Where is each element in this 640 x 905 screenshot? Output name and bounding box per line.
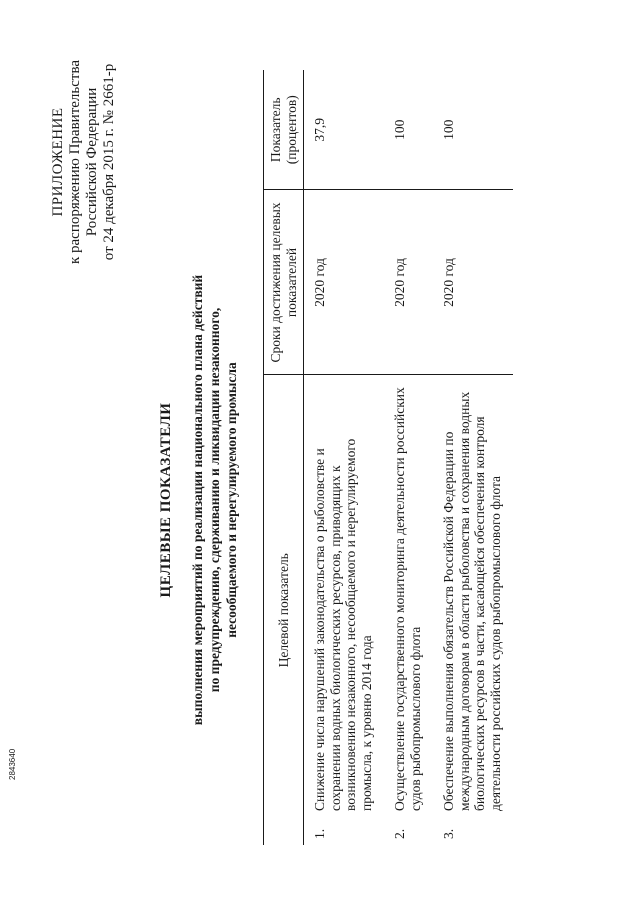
header-value: Показатель (процентов): [264, 70, 304, 190]
row-deadline: 2020 год: [384, 190, 433, 375]
document-page: [40, 40, 600, 860]
appendix-line-2: Российской Федерации: [84, 87, 100, 237]
indicators-table: [263, 70, 513, 845]
row-number: 2.: [392, 828, 407, 839]
header-indicator: Целевой показатель: [264, 375, 304, 845]
subtitle-line-2: по предупреждению, сдерживанию и ликвидации незаконного,: [207, 307, 222, 693]
table-row: [384, 70, 433, 845]
document-id: 2843640: [8, 748, 17, 780]
row-number: 3.: [441, 828, 456, 839]
appendix-title: ПРИЛОЖЕНИЕ: [50, 107, 66, 217]
row-indicator: Осуществление государственного мониторинга деятельности российских судов рыбопромыслового флота: [392, 387, 423, 811]
table-row: [304, 70, 385, 845]
header-deadline: Сроки достижения целевых показателей: [264, 190, 304, 375]
row-value: 100: [384, 70, 433, 190]
appendix-block: [50, 60, 118, 264]
row-indicator: Снижение числа нарушений законодательства о рыболовстве и сохранении водных биологических ресурсов, приводящих к возникновению незаконного, несообщаемого и нерегулируемого промысла, к уровню 2014 года: [312, 438, 374, 811]
row-deadline: 2020 год: [304, 190, 385, 375]
appendix-line-3: от 24 декабря 2015 г. № 2661-р: [101, 63, 117, 261]
row-indicator: Обеспечение выполнения обязательств Российской Федерации по международным договорам в области рыболовства и сохранения водных биологических ресурсов в части, касающейся обеспечения контроля деятельности российских судов рыбопромыслового флота: [441, 391, 503, 811]
page-title: ЦЕЛЕВЫЕ ПОКАЗАТЕЛИ: [158, 402, 174, 598]
table-header-row: [264, 70, 304, 845]
row-value: 37,9: [304, 70, 385, 190]
row-deadline: 2020 год: [433, 190, 513, 375]
subtitle-line-1: выполнения мероприятий по реализации национального плана действий: [190, 274, 205, 726]
appendix-line-1: к распоряжению Правительства: [67, 60, 83, 265]
row-number: 1.: [312, 828, 327, 839]
row-value: 100: [433, 70, 513, 190]
table-row: [433, 70, 513, 845]
title-block: [158, 180, 240, 820]
subtitle-line-3: несообщаемого и нерегулируемого промысла: [224, 362, 239, 638]
